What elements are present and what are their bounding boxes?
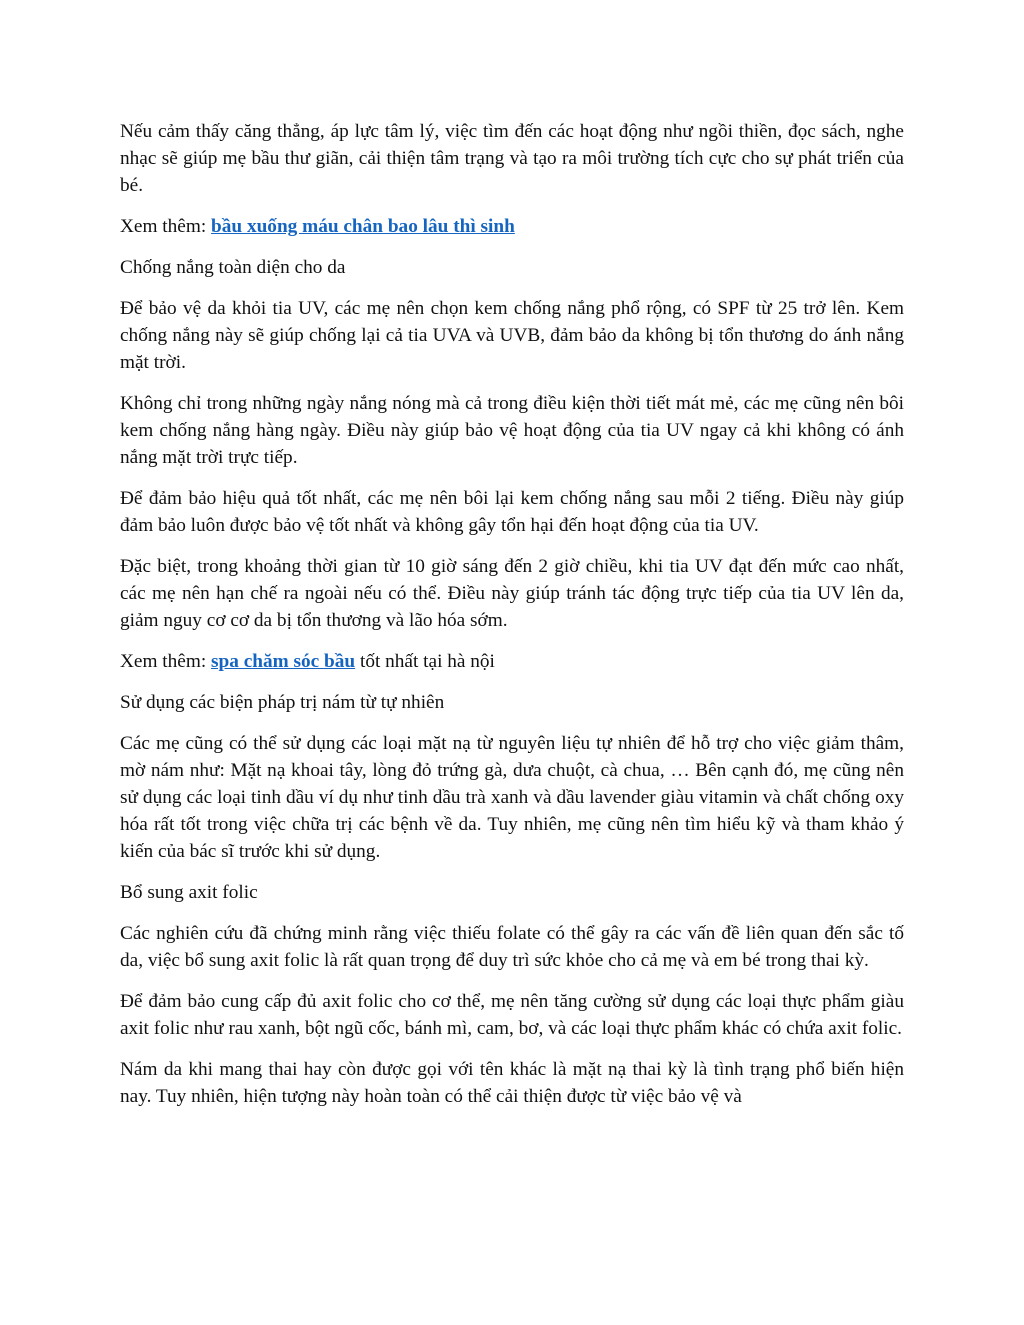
paragraph-folic-foods: Để đảm bảo cung cấp đủ axit folic cho cơ thể, mẹ nên tăng cường sử dụng các loại thực phẩm giàu axit folic như rau xanh, bột ngũ cốc, bánh mì, cam, bơ, và các loại thực phẩm khác có chứa axit folic. [120,991,904,1039]
paragraph-folate-research: Các nghiên cứu đã chứng minh rằng việc thiếu folate có thể gây ra các vấn đề liên quan đến sắc tố da, việc bổ sung axit folic là rất quan trọng để duy trì sức khỏe cho cả mẹ và em bé trong thai kỳ. [120,923,904,971]
paragraph-peak-uv: Đặc biệt, trong khoảng thời gian từ 10 giờ sáng đến 2 giờ chiều, khi tia UV đạt đến mức cao nhất, các mẹ nên hạn chế ra ngoài nếu có thể. Điều này giúp tránh tác động trực tiếp của tia UV lên da, giảm nguy cơ cơ da bị tổn thương và lão hóa sớm. [120,556,904,631]
see-more-line-1 [120,213,904,240]
document-page [120,118,904,1124]
paragraph-spf: Để bảo vệ da khỏi tia UV, các mẹ nên chọn kem chống nắng phổ rộng, có SPF từ 25 trở lên. Kem chống nắng này sẽ giúp chống lại cả tia UVA và UVB, đảm bảo da không bị tổn thương do ánh nắng mặt trời. [120,298,904,373]
see-more-link-spa-cham-soc-bau[interactable]: spa chăm sóc bầu [211,651,356,672]
paragraph-natural-masks: Các mẹ cũng có thể sử dụng các loại mặt nạ từ nguyên liệu tự nhiên để hỗ trợ cho việc giảm thâm, mờ nám như: Mặt nạ khoai tây, lòng đỏ trứng gà, dưa chuột, cà chua, … Bên cạnh đó, mẹ cũng nên sử dụng các loại tinh dầu ví dụ như tinh dầu trà xanh và dầu lavender giàu vitamin và chất chống oxy hóa rất tốt trong việc chữa trị các bệnh về da. Tuy nhiên, mẹ cũng nên tìm hiểu kỹ và tham khảo ý kiến của bác sĩ trước khi sử dụng. [120,733,904,862]
see-more-line-2 [120,648,904,675]
see-more-prefix: Xem thêm: [120,651,212,672]
paragraph-melasma-summary: Nám da khi mang thai hay còn được gọi với tên khác là mặt nạ thai kỳ là tình trạng phổ biến hiện nay. Tuy nhiên, hiện tượng này hoàn toàn có thể cải thiện được từ việc bảo vệ và [120,1059,904,1107]
paragraph-reapply: Để đảm bảo hiệu quả tốt nhất, các mẹ nên bôi lại kem chống nắng sau mỗi 2 tiếng. Điều này giúp đảm bảo luôn được bảo vệ tốt nhất và không gây tổn hại đến hoạt động của tia UV. [120,488,904,536]
paragraph-stress-relief: Nếu cảm thấy căng thẳng, áp lực tâm lý, việc tìm đến các hoạt động như ngồi thiền, đọc sách, nghe nhạc sẽ giúp mẹ bầu thư giãn, cải thiện tâm trạng và tạo ra môi trường tích cực cho sự phát triển của bé. [120,121,904,196]
paragraph-daily-sunscreen: Không chỉ trong những ngày nắng nóng mà cả trong điều kiện thời tiết mát mẻ, các mẹ cũng nên bôi kem chống nắng hàng ngày. Điều này giúp bảo vệ hoạt động của tia UV ngay cả khi không có ánh nắng mặt trời trực tiếp. [120,393,904,468]
see-more-prefix: Xem thêm: [120,216,212,237]
see-more-suffix: tốt nhất tại hà nội [355,651,495,672]
heading-folic-acid: Bổ sung axit folic [120,882,258,903]
heading-natural-remedies: Sử dụng các biện pháp trị nám từ tự nhiên [120,692,445,713]
see-more-link-bau-xuong-mau-chan[interactable]: bầu xuống máu chân bao lâu thì sinh [211,216,515,237]
heading-sun-protection: Chống nắng toàn diện cho da [120,257,346,278]
